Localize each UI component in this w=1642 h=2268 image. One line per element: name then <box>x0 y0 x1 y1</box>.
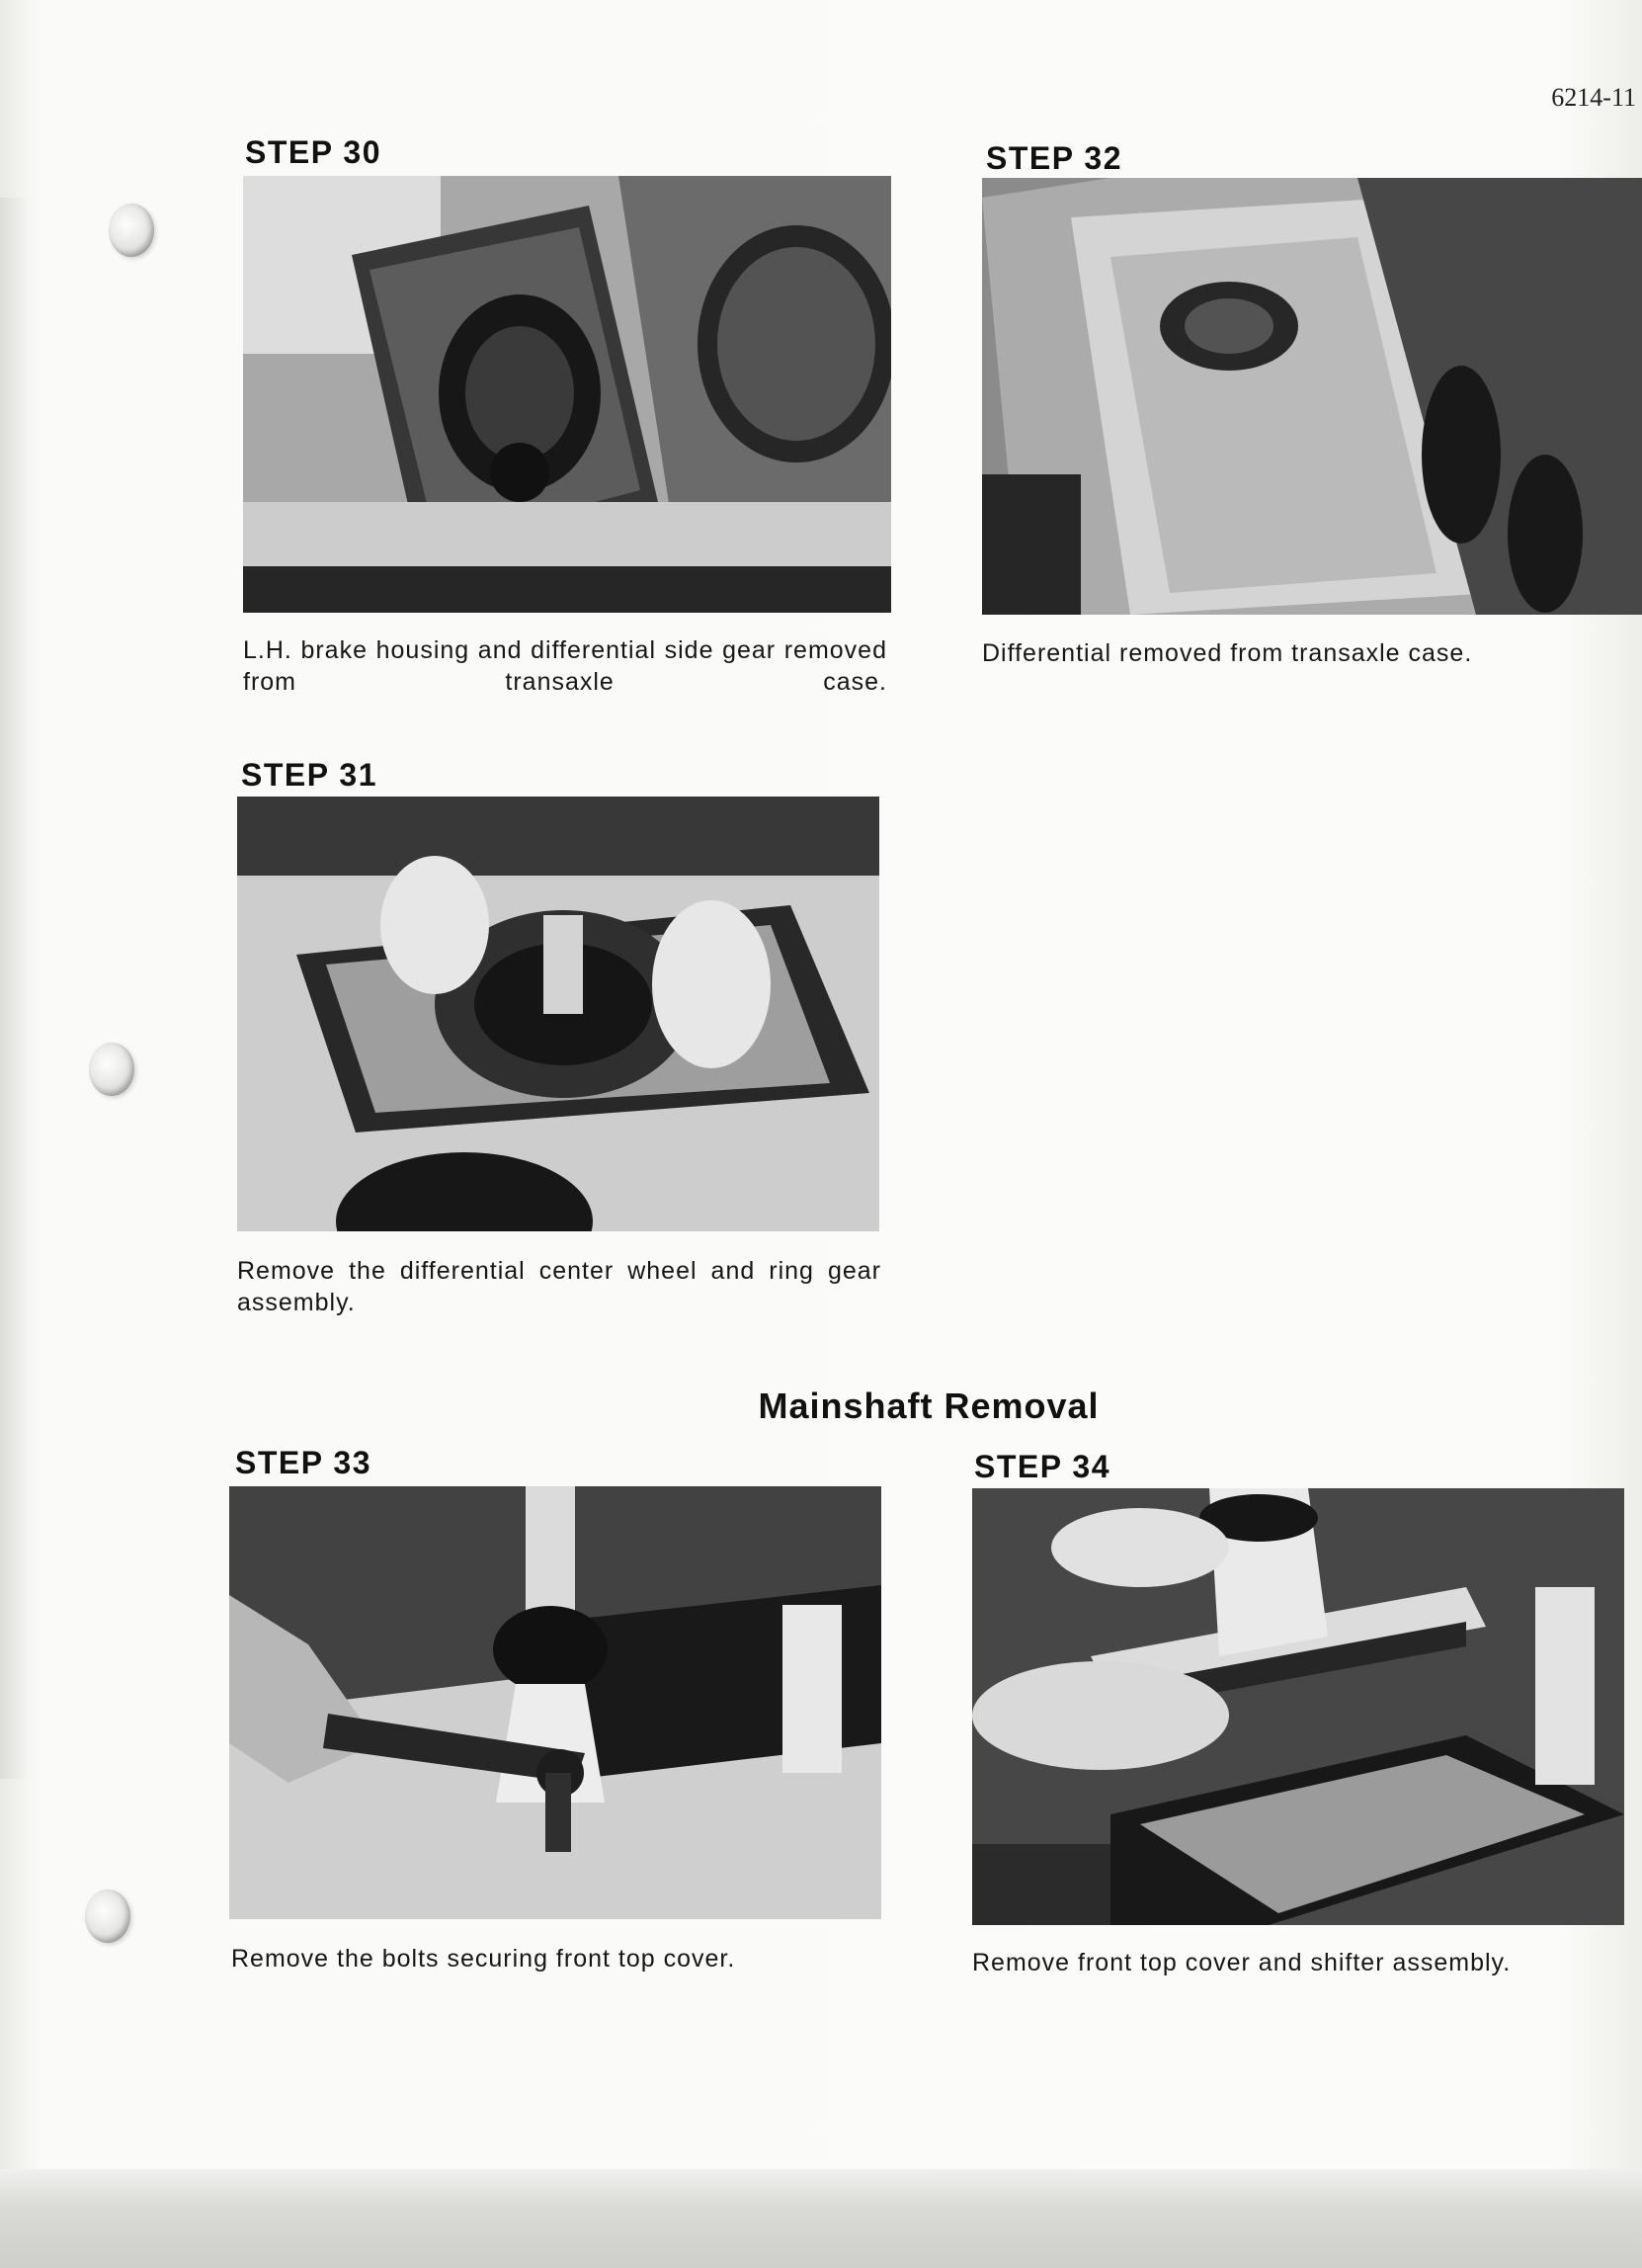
step-31-caption: Remove the differential center wheel and ring gear assembly. <box>237 1257 881 1316</box>
step-32-photo <box>982 178 1642 615</box>
page-number: 6214-11 <box>1551 83 1636 112</box>
step-33-title: STEP 33 <box>235 1445 371 1480</box>
step-33-caption: Remove the bolts securing front top cover. <box>231 1945 736 1973</box>
section-heading: Mainshaft Removal <box>758 1386 1100 1426</box>
step-30-photo <box>243 176 891 613</box>
step-30-caption: L.H. brake housing and differential side gear removed from transaxle case. <box>243 636 887 696</box>
step-33-photo <box>229 1486 881 1919</box>
step-32-title: STEP 32 <box>986 140 1122 176</box>
step-31-title: STEP 31 <box>241 757 377 793</box>
step-31-photo <box>237 797 879 1231</box>
page-bottom-shadow <box>0 2169 1642 2268</box>
punch-hole-bottom <box>85 1890 130 1943</box>
step-34-title: STEP 34 <box>974 1449 1110 1484</box>
binder-edge <box>0 198 28 1779</box>
step-32-caption: Differential removed from transaxle case. <box>982 639 1473 667</box>
punch-hole-top <box>109 204 154 257</box>
step-30-title: STEP 30 <box>245 134 381 170</box>
step-34-photo <box>972 1488 1624 1925</box>
step-34-caption: Remove front top cover and shifter assembly. <box>972 1949 1512 1976</box>
punch-hole-middle <box>89 1043 134 1096</box>
